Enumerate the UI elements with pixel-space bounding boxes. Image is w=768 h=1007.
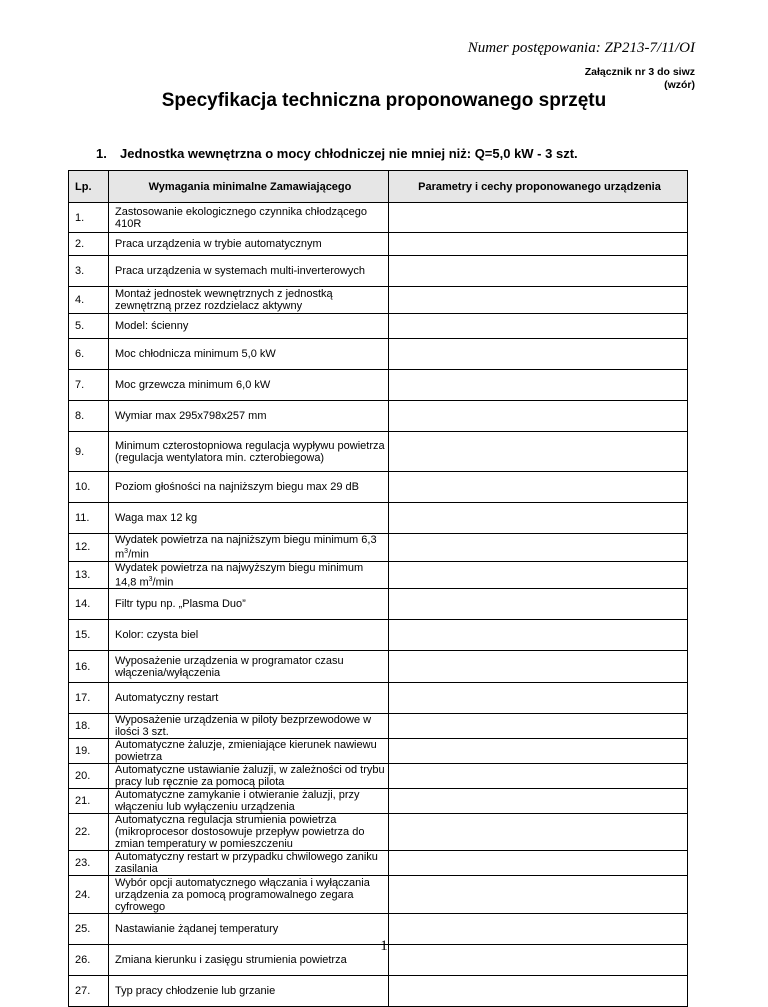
- table-row: [69, 503, 688, 534]
- row-parameter-input[interactable]: [389, 976, 688, 1007]
- procedure-number: Numer postępowania: ZP213-7/11/OI: [467, 40, 695, 56]
- annex-label: [585, 66, 695, 92]
- row-lp: 6.: [69, 339, 109, 370]
- row-requirement: Automatyczne zamykanie i otwieranie żaluzji, przy włączeniu lub wyłączeniu urządzenia: [109, 789, 389, 814]
- table-row: [69, 651, 688, 683]
- row-requirement: Poziom głośności na najniższym biegu max 29 dB: [109, 472, 389, 503]
- row-parameter-input[interactable]: [389, 256, 688, 287]
- specification-table: [68, 170, 688, 1007]
- section-text: Jednostka wewnętrzna o mocy chłodniczej nie mniej niż: Q=5,0 kW - 3 szt.: [120, 146, 578, 161]
- row-requirement: Wybór opcji automatycznego włączania i wyłączania urządzenia za pomocą programowalnego zegara cyfrowego: [109, 876, 389, 914]
- row-lp: 7.: [69, 370, 109, 401]
- document-title: Specyfikacja techniczna proponowanego sprzętu: [161, 90, 607, 111]
- row-requirement: [109, 561, 389, 589]
- row-lp: 25.: [69, 914, 109, 945]
- table-row: [69, 561, 688, 589]
- row-parameter-input[interactable]: [389, 789, 688, 814]
- section-heading: [96, 146, 578, 161]
- row-requirement: Wyposażenie urządzenia w piloty bezprzewodowe w ilości 3 szt.: [109, 714, 389, 739]
- row-lp: 17.: [69, 683, 109, 714]
- row-lp: 11.: [69, 503, 109, 534]
- table-row: [69, 233, 688, 256]
- header-requirements: Wymagania minimalne Zamawiającego: [109, 171, 389, 203]
- row-lp: 9.: [69, 432, 109, 472]
- row-requirement: Montaż jednostek wewnętrznych z jednostką zewnętrzną przez rozdzielacz aktywny: [109, 287, 389, 314]
- requirement-unit: /min: [128, 548, 149, 561]
- row-lp: 15.: [69, 620, 109, 651]
- row-requirement: Minimum czterostopniowa regulacja wypływu powietrza (regulacja wentylatora min. czterobiegowa): [109, 432, 389, 472]
- row-lp: 22.: [69, 814, 109, 851]
- row-parameter-input[interactable]: [389, 314, 688, 339]
- table-row: [69, 472, 688, 503]
- row-lp: 4.: [69, 287, 109, 314]
- row-lp: 5.: [69, 314, 109, 339]
- row-requirement: Praca urządzenia w trybie automatycznym: [109, 233, 389, 256]
- row-lp: 23.: [69, 851, 109, 876]
- row-lp: 27.: [69, 976, 109, 1007]
- table-row: [69, 876, 688, 914]
- row-parameter-input[interactable]: [389, 503, 688, 534]
- table-row: [69, 339, 688, 370]
- table-row: [69, 764, 688, 789]
- row-requirement: Automatyczne żaluzje, zmieniające kierunek nawiewu powietrza: [109, 739, 389, 764]
- row-parameter-input[interactable]: [389, 620, 688, 651]
- requirement-text: Wydatek powietrza na najniższym biegu minimum 6,3 m: [115, 534, 377, 561]
- row-parameter-input[interactable]: [389, 589, 688, 620]
- row-lp: 3.: [69, 256, 109, 287]
- row-parameter-input[interactable]: [389, 534, 688, 562]
- requirement-text: Wydatek powietrza na najwyższym biegu minimum 14,8 m: [115, 561, 364, 589]
- header-parameters: Parametry i cechy proponowanego urządzenia: [389, 171, 688, 203]
- row-requirement: Typ pracy chłodzenie lub grzanie: [109, 976, 389, 1007]
- row-parameter-input[interactable]: [389, 401, 688, 432]
- superscript: 3: [124, 548, 129, 555]
- table-row: [69, 714, 688, 739]
- superscript: 3: [148, 575, 153, 583]
- row-lp: 8.: [69, 401, 109, 432]
- row-parameter-input[interactable]: [389, 287, 688, 314]
- row-lp: 18.: [69, 714, 109, 739]
- row-lp: 20.: [69, 764, 109, 789]
- row-requirement: Zastosowanie ekologicznego czynnika chłodzącego 410R: [109, 203, 389, 233]
- table-row: [69, 314, 688, 339]
- row-parameter-input[interactable]: [389, 876, 688, 914]
- table-row: [69, 976, 688, 1007]
- row-lp: 16.: [69, 651, 109, 683]
- table-row: [69, 789, 688, 814]
- table-row: [69, 739, 688, 764]
- row-requirement: Praca urządzenia w systemach multi-inverterowych: [109, 256, 389, 287]
- row-parameter-input[interactable]: [389, 203, 688, 233]
- row-parameter-input[interactable]: [389, 714, 688, 739]
- row-parameter-input[interactable]: [389, 472, 688, 503]
- row-lp: 26.: [69, 945, 109, 976]
- row-requirement: Waga max 12 kg: [109, 503, 389, 534]
- table-row: [69, 534, 688, 562]
- table-header-row: [69, 171, 688, 203]
- row-requirement: Wymiar max 295x798x257 mm: [109, 401, 389, 432]
- row-lp: 2.: [69, 233, 109, 256]
- table-row: [69, 851, 688, 876]
- row-requirement: Zmiana kierunku i zasięgu strumienia powietrza: [109, 945, 389, 976]
- row-lp: 10.: [69, 472, 109, 503]
- table-row: [69, 256, 688, 287]
- row-requirement: Automatyczny restart w przypadku chwilowego zaniku zasilania: [109, 851, 389, 876]
- row-lp: 24.: [69, 876, 109, 914]
- annex-line-2: (wzór): [664, 79, 695, 91]
- table-row: [69, 620, 688, 651]
- row-lp: 12.: [69, 534, 109, 562]
- table-row: [69, 683, 688, 714]
- page-number: 1: [380, 938, 388, 954]
- row-lp: 14.: [69, 589, 109, 620]
- row-parameter-input[interactable]: [389, 764, 688, 789]
- table-row: [69, 370, 688, 401]
- row-parameter-input[interactable]: [389, 814, 688, 851]
- row-requirement: [109, 534, 389, 562]
- table-body: [69, 203, 688, 1007]
- section-number: 1.: [96, 146, 107, 161]
- table-row: [69, 814, 688, 851]
- row-requirement: Moc grzewcza minimum 6,0 kW: [109, 370, 389, 401]
- row-requirement: Moc chłodnicza minimum 5,0 kW: [109, 339, 389, 370]
- header-lp: Lp.: [69, 171, 109, 203]
- row-parameter-input[interactable]: [389, 233, 688, 256]
- row-requirement: Wyposażenie urządzenia w programator czasu włączenia/wyłączenia: [109, 651, 389, 683]
- row-parameter-input[interactable]: [389, 370, 688, 401]
- row-requirement: Automatyczna regulacja strumienia powietrza (mikroprocesor dostosowuje przepływ powietrza do zmian temperatury w pomieszczeniu: [109, 814, 389, 851]
- row-parameter-input[interactable]: [389, 851, 688, 876]
- row-parameter-input[interactable]: [389, 739, 688, 764]
- row-requirement: Filtr typu np. „Plasma Duo”: [109, 589, 389, 620]
- row-parameter-input[interactable]: [389, 683, 688, 714]
- table-row: [69, 287, 688, 314]
- table-row: [69, 401, 688, 432]
- requirement-unit: /min: [152, 576, 174, 589]
- row-requirement: Automatyczne ustawianie żaluzji, w zależności od trybu pracy lub ręcznie za pomocą pilota: [109, 764, 389, 789]
- row-lp: 13.: [69, 561, 109, 589]
- row-parameter-input[interactable]: [389, 561, 688, 589]
- row-parameter-input[interactable]: [389, 432, 688, 472]
- row-lp: 21.: [69, 789, 109, 814]
- row-requirement: Kolor: czysta biel: [109, 620, 389, 651]
- row-lp: 1.: [69, 203, 109, 233]
- row-requirement: Automatyczny restart: [109, 683, 389, 714]
- row-parameter-input[interactable]: [389, 339, 688, 370]
- table-row: [69, 589, 688, 620]
- annex-line-1: Załącznik nr 3 do siwz: [584, 66, 695, 78]
- row-parameter-input[interactable]: [389, 651, 688, 683]
- row-requirement: Nastawianie żądanej temperatury: [109, 914, 389, 945]
- row-requirement: Model: ścienny: [109, 314, 389, 339]
- table-row: [69, 203, 688, 233]
- table-row: [69, 432, 688, 472]
- row-lp: 19.: [69, 739, 109, 764]
